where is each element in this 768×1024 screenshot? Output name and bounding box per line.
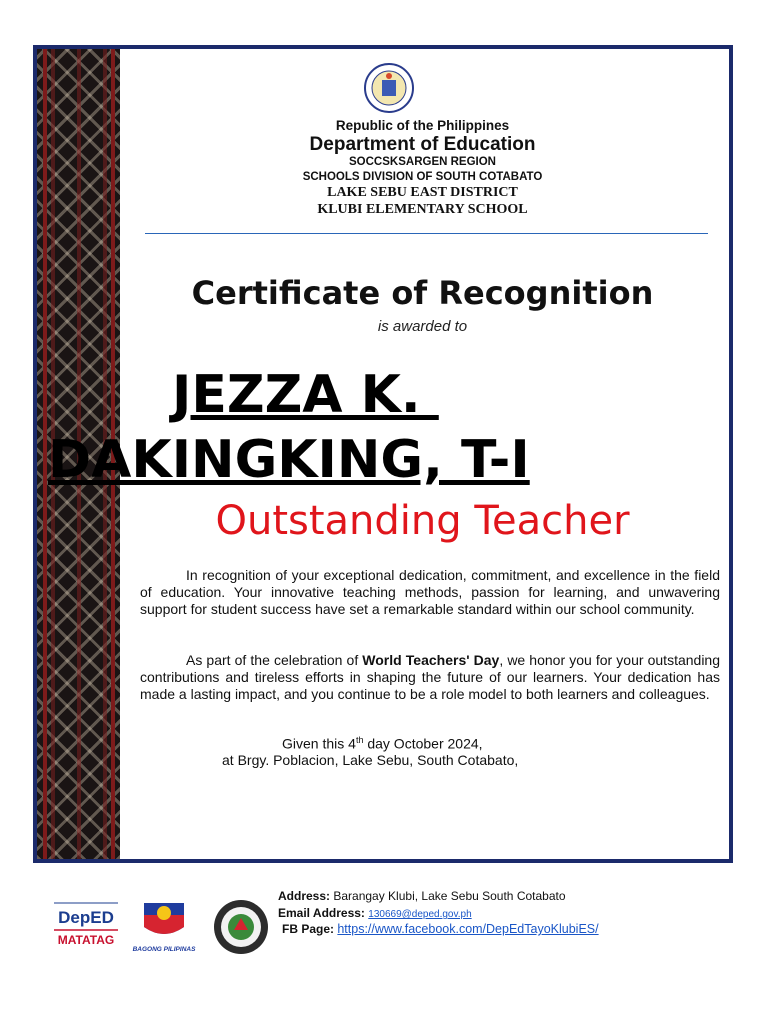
header-district: LAKE SEBU EAST DISTRICT [327, 185, 518, 200]
certificate-title: Certificate of Recognition [191, 274, 654, 312]
header-division: SCHOOLS DIVISION OF SOUTH COTABATO [302, 171, 543, 183]
school-seal-icon [212, 898, 270, 956]
celebration-text-pre: As part of the celebration of [186, 652, 363, 668]
deped-logo-text: DepED [58, 908, 114, 927]
awarded-to-text: is awarded to [377, 318, 468, 335]
footer-fb [282, 922, 599, 936]
given-date-pre: Given this 4 [282, 735, 356, 752]
footer-email [278, 906, 472, 920]
email-label: Email Address: [278, 906, 365, 920]
given-date-post: day October 2024, [363, 735, 483, 752]
recipient-name-line2: DAKINGKING, T-I [48, 430, 530, 490]
matatag-text: MATATAG [57, 933, 115, 947]
given-place: at Brgy. Poblacion, Lake Sebu, South Cotabato, [222, 752, 519, 768]
recognition-paragraph-text: In recognition of your exceptional dedication, commitment, and excellence in the field of education. Your innovative teaching methods, passion for learning, and unwavering support for student success have set a remarkable standard within our school community. [140, 567, 720, 617]
recipient-name-line1: JEZZA K. [172, 365, 439, 425]
award-title: Outstanding Teacher [215, 498, 630, 544]
email-link[interactable]: 130669@deped.gov.ph [368, 909, 472, 920]
celebration-paragraph [140, 652, 720, 703]
footer-address [278, 889, 566, 903]
world-teachers-day-text: World Teachers' Day [362, 652, 500, 668]
recognition-paragraph [140, 567, 720, 618]
fabric-stripe [43, 49, 47, 859]
fb-page-link[interactable]: https://www.facebook.com/DepEdTayoKlubiES/ [337, 922, 599, 936]
address-label: Address: [278, 889, 331, 903]
header-region: SOCCSKSARGEN REGION [349, 156, 496, 168]
deped-matatag-logo [50, 897, 122, 955]
bagong-pilipinas-text: BAGONG PILIPINAS [132, 946, 196, 953]
celebration-text-post: , we honor you for your outstanding contributions and tireless efforts in shaping the future of our learners. Your dedication has made a lasting impact, and you continue to be a role model to both learners and colleagues. [140, 652, 721, 702]
fb-label: FB Page: [282, 922, 335, 936]
header-republic: Republic of the Philippines [335, 118, 510, 133]
header-school: KLUBI ELEMENTARY SCHOOL [317, 202, 528, 217]
deped-seal-icon [358, 62, 420, 114]
header-divider [145, 233, 708, 234]
given-date-sup: th [355, 735, 364, 745]
address-value: Barangay Klubi, Lake Sebu South Cotabato [330, 889, 566, 903]
header-department: Department of Education [309, 134, 536, 155]
bagong-pilipinas-logo [130, 893, 198, 955]
given-date [140, 735, 720, 752]
